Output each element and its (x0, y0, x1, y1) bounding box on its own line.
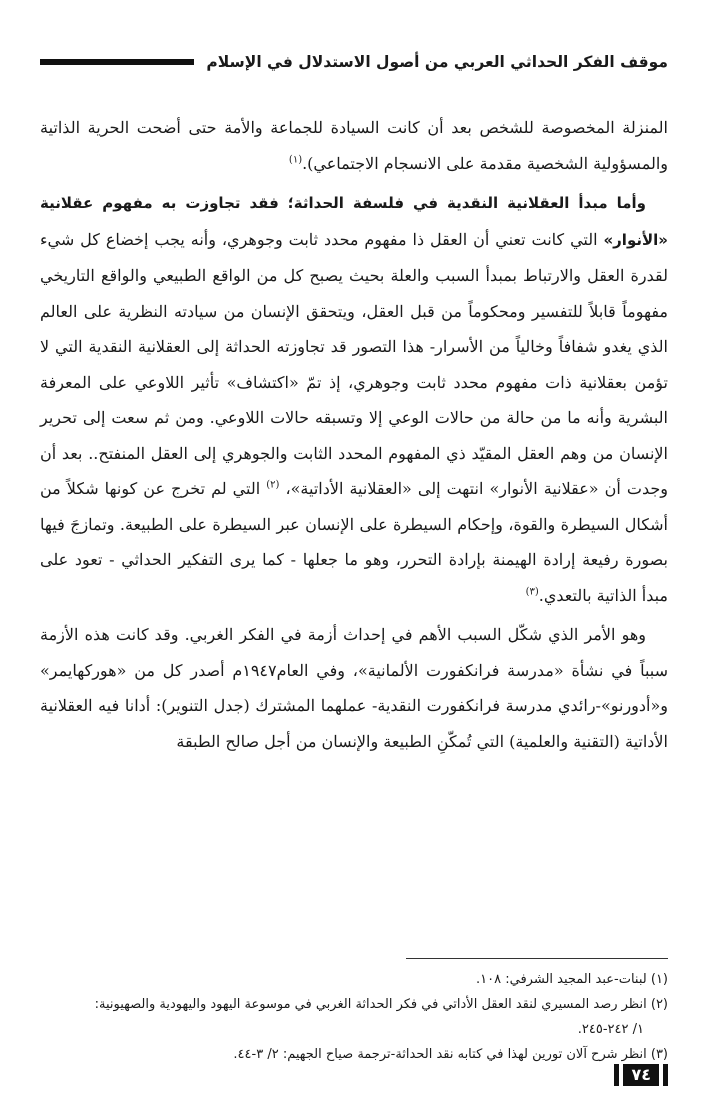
footnote-number: (١) (650, 972, 668, 987)
footnote (40, 992, 668, 1017)
paragraph-text: وهو الأمر الذي شكّل السبب الأهم في إحداث أزمة في الفكر الغربي. وقد كانت هذه الأزمة سبباً في نشأة «مدرسة فرانكفورت الألمانية»، وفي العام١٩٤٧م أصدر كل من «هوركهايمر» و«أدورنو»-رائدي مدرسة فرانكفورت النقدية- عملهما المشترك (جدل التنوير): أدانا فيه العقلانية الأداتية (التقنية والعلمية) التي تُمكّنِ الطبيعة والإنسان من أجل صالح الطبقة (40, 625, 668, 751)
footnote-continuation: ١/ ٢٤٢-٢٤٥. (577, 1022, 644, 1037)
paragraph-lead: وأما مبدأ العقلانية النقدية في فلسفة الحداثة؛ فقد تجاوزت به مفهوم عقلانية «الأنوار» (40, 194, 668, 249)
page-number-block (40, 1062, 668, 1088)
footnotes (40, 967, 668, 1067)
footnote-ref[interactable]: (٣) (525, 586, 539, 598)
main-text (40, 110, 668, 763)
page-number-bar (614, 1064, 619, 1086)
footnote-ref[interactable]: (١) (288, 154, 303, 166)
footnote-number: (٣) (650, 1047, 668, 1062)
footnote-text: انظر شرح آلان تورين لهذا في كتابه نقد الحداثة-ترجمة صياح الجهيم: ٢/ ٣-٤٤. (233, 1047, 647, 1062)
footnote-number: (٢) (650, 997, 668, 1012)
header-title: موقف الفكر الحداثي العربي من أصول الاستدلال في الإسلام (206, 53, 668, 71)
paragraph (40, 110, 668, 181)
paragraph-text: التي لم تخرج عن كونها شكلاً من أشكال السيطرة والقوة، وإحكام السيطرة على الإنسان عبر السيطرة على الطبيعة. وتمازجَ فيها بصورة رفيعة إرادة الهيمنة بإرادة التحرر، وهو ما جعلها - كما يرى التفكير الحداثي - تعود على مبدأ الذاتية بالتعدي. (40, 479, 668, 605)
paragraph-text: التي كانت تعني أن العقل ذا مفهوم محدد ثابت وجوهري، وأنه يجب إخضاع كل شيء لقدرة العقل والارتباط بمبدأ السبب والعلة بحيث يصبح كل من الواقع الطبيعي والواقع التاريخي مفهوماً قابلاً للتفسير ومحكوماً من قبل العقل، ويتحقق الإنسان من سيادته النظرية على العالم الذي يغدو شفافاً وخالياً من الأسرار- هذا التصور قد تجاوزته الحداثة إلى العقلانية النقدية التي لا تؤمن بعقلانية ذات مفهوم محدد ثابت وجوهري، إذ تمّ «اكتشاف» تأثير اللاوعي على المعرفة البشرية وأنه ما من حالة من حالات الوعي إلا وتسبقه حالات اللاوعي. ومن ثم سعت إلى تحرير الإنسان من وهم العقل المقيّد ذي المفهوم المحدد الثابت والجوهري إلى العقل المنفتح.. بعد أن وجدت أن «عقلانية الأنوار» انتهت إلى «العقلانية الأداتية»، (40, 229, 668, 498)
header-rule (40, 59, 194, 65)
paragraph (40, 617, 668, 759)
paragraph-text: المنزلة المخصوصة للشخص بعد أن كانت السيادة للجماعة والأمة حتى أضحت الحرية الذاتية والمسؤولية الشخصية مقدمة على الانسجام الاجتماعي). (40, 118, 668, 173)
footnote (40, 967, 668, 992)
running-header (40, 44, 668, 80)
footnote-separator (406, 958, 668, 959)
page-number-bar (663, 1064, 668, 1086)
paragraph (40, 185, 668, 613)
footnote-text: انظر رصد المسيري لنقد العقل الأداتي في فكر الحداثة الغربي في موسوعة اليهود واليهودية والصهيونية: (94, 997, 647, 1012)
footnote-text: لبنات-عبد المجيد الشرفي: ١٠٨. (476, 972, 647, 987)
page-number: ٧٤ (623, 1064, 659, 1086)
footnote-ref[interactable]: (٢) (266, 479, 280, 491)
